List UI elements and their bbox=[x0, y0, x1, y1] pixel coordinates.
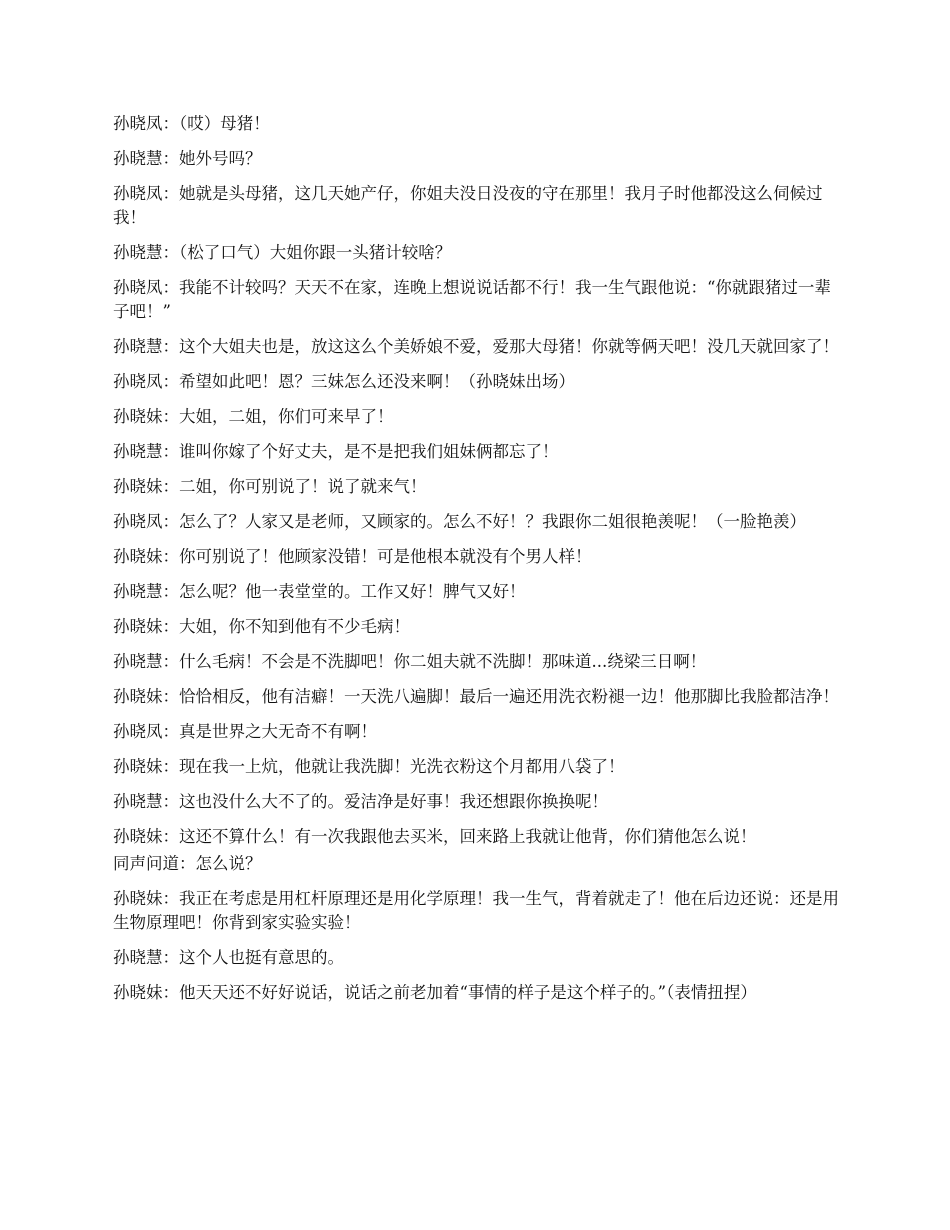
dialogue-line: 孙晓凤：我能不计较吗？天天不在家，连晚上想说说话都不行！我一生气跟他说：“你就跟猪过一辈子吧！” bbox=[113, 278, 831, 321]
dialogue-line: 孙晓凤：希望如此吧！恩？三妹怎么还没来啊！（孙晓妹出场） bbox=[113, 372, 575, 391]
dialogue-line: 孙晓凤：（哎）母猪！ bbox=[113, 114, 270, 133]
dialogue-line: 孙晓慧：谁叫你嫁了个好丈夫，是不是把我们姐妹俩都忘了！ bbox=[113, 442, 559, 461]
dialogue-line: 孙晓妹：现在我一上炕，他就让我洗脚！光洗衣粉这个月都用八袋了！ bbox=[113, 757, 625, 776]
dialogue-line: 孙晓妹：恰恰相反，他有洁癖！一天洗八遍脚！最后一遍还用洗衣粉褪一边！他那脚比我脸都洁净！ bbox=[113, 687, 839, 706]
dialogue-line: 孙晓慧：什么毛病！不会是不洗脚吧！你二姐夫就不洗脚！那味道...绕梁三日啊！ bbox=[113, 652, 707, 671]
dialogue-line: 孙晓慧：（松了口气）大姐你跟一头猪计较啥？ bbox=[113, 243, 452, 262]
dialogue-line: 孙晓慧：这个大姐夫也是，放这这么个美娇娘不爱，爱那大母猪！你就等俩天吧！没几天就回家了！ bbox=[113, 337, 839, 356]
dialogue-line: 孙晓凤：怎么了？人家又是老师，又顾家的。怎么不好！？我跟你二姐很艳羡呢！（一脸艳羡） bbox=[113, 512, 806, 531]
dialogue-line: 孙晓慧：这也没什么大不了的。爱洁净是好事！我还想跟你换换呢！ bbox=[113, 792, 608, 811]
dialogue-line: 孙晓慧：怎么呢？他一表堂堂的。工作又好！脾气又好！ bbox=[113, 582, 526, 601]
document-page bbox=[113, 112, 843, 1016]
dialogue-line: 孙晓慧：这个人也挺有意思的。 bbox=[113, 948, 344, 967]
dialogue-line: 同声问道：怎么说？ bbox=[113, 854, 262, 873]
dialogue-line: 孙晓妹：这还不算什么！有一次我跟他去买米，回来路上我就让他背，你们猜他怎么说！ bbox=[113, 827, 757, 846]
dialogue-line: 孙晓妹：二姐，你可别说了！说了就来气！ bbox=[113, 477, 427, 496]
dialogue-line: 孙晓妹：你可别说了！他顾家没错！可是他根本就没有个男人样！ bbox=[113, 547, 592, 566]
dialogue-line: 孙晓妹：大姐，你不知到他有不少毛病！ bbox=[113, 617, 410, 636]
dialogue-line: 孙晓妹：他天天还不好好说话，说话之前老加着“事情的样子是这个样子的。”（表情扭捏） bbox=[113, 983, 757, 1002]
dialogue-line: 孙晓凤：真是世界之大无奇不有啊！ bbox=[113, 722, 377, 741]
dialogue-line: 孙晓凤：她就是头母猪，这几天她产仔，你姐夫没日没夜的守在那里！我月子时他都没这么伺候过我！ bbox=[113, 184, 823, 227]
dialogue-line: 孙晓慧：她外号吗？ bbox=[113, 149, 262, 168]
dialogue-line: 孙晓妹：我正在考虑是用杠杆原理还是用化学原理！我一生气，背着就走了！他在后边还说：还是用生物原理吧！你背到家实验实验！ bbox=[113, 889, 839, 932]
dialogue-line: 孙晓妹：大姐，二姐，你们可来早了！ bbox=[113, 407, 394, 426]
